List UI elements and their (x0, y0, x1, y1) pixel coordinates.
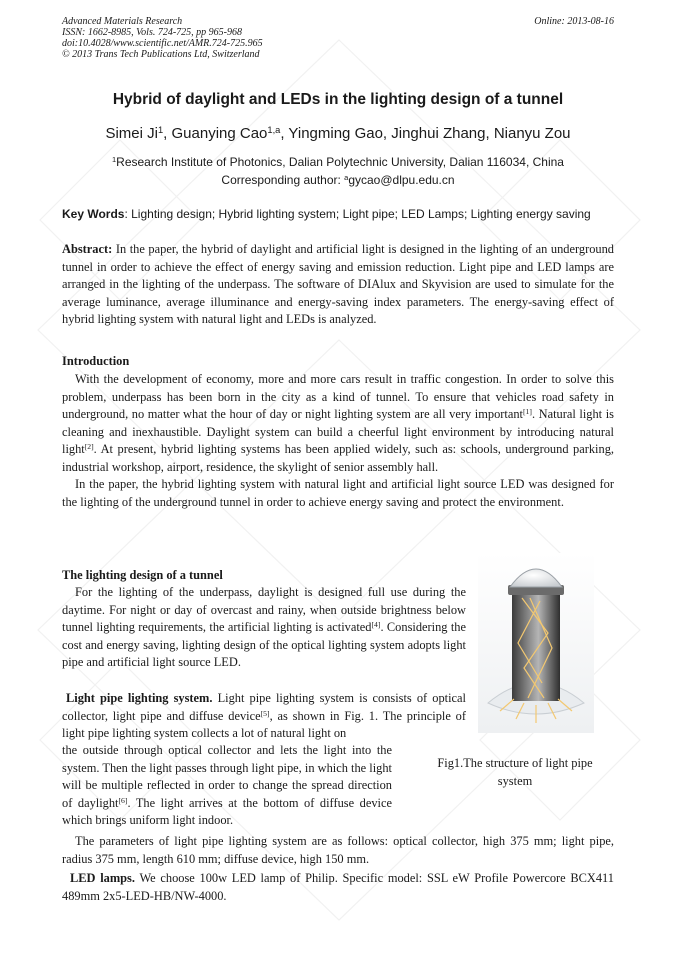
corresponding-email: gycao@dlpu.edu.cn (348, 173, 455, 187)
abstract (62, 241, 614, 329)
author-list: Simei Ji$^1$, Guanying Cao$^{1,a}$, Yingming Gao, Jinghui Zhang, Nianyu Zou (105, 124, 571, 142)
doi-line: doi:10.4028/www.scientific.net/AMR.724-725.965 (62, 38, 263, 49)
paragraph-text: . At present, hybrid lighting systems has been applied widely, such as: schools, underground parking, industrial workshop, airport, residence, the skylight of senior assembly hall. (62, 442, 614, 474)
paragraph-text: , as shown in Fig. 1. The principle of light pipe lighting system collects a lot of natural light on (62, 708, 467, 740)
section-heading-introduction: Introduction (62, 354, 130, 368)
paragraph-text: . Considering the cost and energy saving, lighting design of the optical lighting system adopts light pipe and artificial light source LED. (62, 620, 466, 669)
paragraph-text: the outside through optical collector and lets the light into the system. Then the light passes through light pipe, in which the light will be multiple reflected in order to change the spread direction of daylight (62, 743, 392, 810)
paragraph-text: For the lighting of the underpass, daylight is designed full use during the daytime. For night or day of overcast and rainy, when outside brightness below tunnel lighting requirements, the artificial lighting is activated (62, 585, 466, 634)
paragraph-parameters: The parameters of light pipe lighting system are as follows: optical collector, high 375 mm; light pipe, radius 375 mm, length 610 mm; diffuse device, high 150 mm. (62, 834, 614, 866)
affiliation-mark: 1 (112, 154, 117, 164)
issn-line: ISSN: 1662-8985, Vols. 724-725, pp 965-968 (62, 27, 242, 38)
paragraph-text: We choose 100w LED lamp of Philip. Specific model: SSL eW Profile Powercore BCX411 489mm 2x5-LED-HB/NW-4000. (62, 871, 614, 903)
citation: [5] (260, 708, 270, 718)
journal-name: Advanced Materials Research (62, 16, 183, 27)
corresponding-mark: a (344, 172, 349, 182)
abstract-label: Abstract: (62, 242, 113, 256)
author-name: Guanying Cao (171, 125, 268, 142)
keywords-text: : Lighting design; Hybrid lighting system; Light pipe; LED Lamps; Lighting energy saving (124, 207, 591, 221)
citation: [6] (118, 795, 128, 805)
section-heading-lighting-design: The lighting design of a tunnel (62, 568, 223, 582)
paper-title: Hybrid of daylight and LEDs in the lighting design of a tunnel (112, 91, 564, 108)
paragraph (62, 371, 614, 476)
author-affiliation-mark: 1,a (267, 124, 281, 135)
figure-caption: Fig1.The structure of light pipe system (437, 756, 593, 788)
author-name: Yingming Gao, Jinghui Zhang, Nianyu Zou (288, 125, 571, 142)
affiliation-text: Research Institute of Photonics, Dalian Polytechnic University, Dalian 116034, China (116, 155, 564, 169)
author-affiliation-mark: 1 (157, 124, 164, 135)
citation: [1] (522, 406, 532, 416)
citation: [2] (84, 441, 94, 451)
journal-header (62, 16, 614, 60)
citation: [4] (371, 619, 381, 629)
corresponding-author (62, 171, 614, 189)
abstract-text: In the paper, the hybrid of daylight and artificial light is designed in the lighting of an underground tunnel in order to achieve the effect of energy saving and emission reduction. Light pipe and LED lamps are arranged in the lighting of the underpass. The software of DIAlux and Skyvision are used to simulate for the average luminance, average illuminance and energy-saving index parameters. The energy-saving effect of hybrid lighting system with natural light and LEDs is analyzed. (62, 242, 614, 326)
corresponding-label: Corresponding author: (221, 173, 345, 187)
paragraph-led-lamps (62, 870, 614, 905)
paragraph (62, 584, 466, 672)
paragraph-text: Light pipe lighting system is consists of optical collector, light pipe and diffuse device (62, 691, 466, 723)
paragraph-continued (62, 742, 392, 830)
keywords-label: Key Words (62, 207, 125, 221)
keywords (62, 207, 614, 221)
light-pipe-figure (478, 553, 594, 733)
paragraph-text: . Natural light is cleaning and inexhaustible. Daylight system can build a cheerful light environment by introducing natural light (62, 407, 614, 456)
subsection-label: Light pipe lighting system. (66, 691, 213, 705)
paragraph-text: With the development of economy, more and more cars result in traffic congestion. In order to solve this problem, underpass has been born in the city as a kind of tunnel. To ensure that vehicles road safety in underground, no matter what the hour of day or night lighting system are all very important (62, 372, 614, 421)
subsection-label: LED lamps. (70, 871, 135, 885)
introduction-body (62, 371, 614, 511)
author-name: Simei Ji (105, 125, 158, 142)
paragraph-light-pipe (62, 690, 466, 743)
copyright-line: © 2013 Trans Tech Publications Ltd, Switzerland (62, 49, 260, 60)
paragraph-text: . The light arrives at the bottom of diffuse device which brings uniform light indoor. (62, 795, 392, 827)
paragraph: In the paper, the hybrid lighting system with natural light and artificial light source LED was designed for the lighting of the underground tunnel in order to achieve energy saving and protect the environment. (62, 477, 614, 509)
affiliation-block (62, 153, 614, 189)
affiliation (62, 153, 614, 171)
online-date: Online: 2013-08-16 (534, 16, 614, 27)
